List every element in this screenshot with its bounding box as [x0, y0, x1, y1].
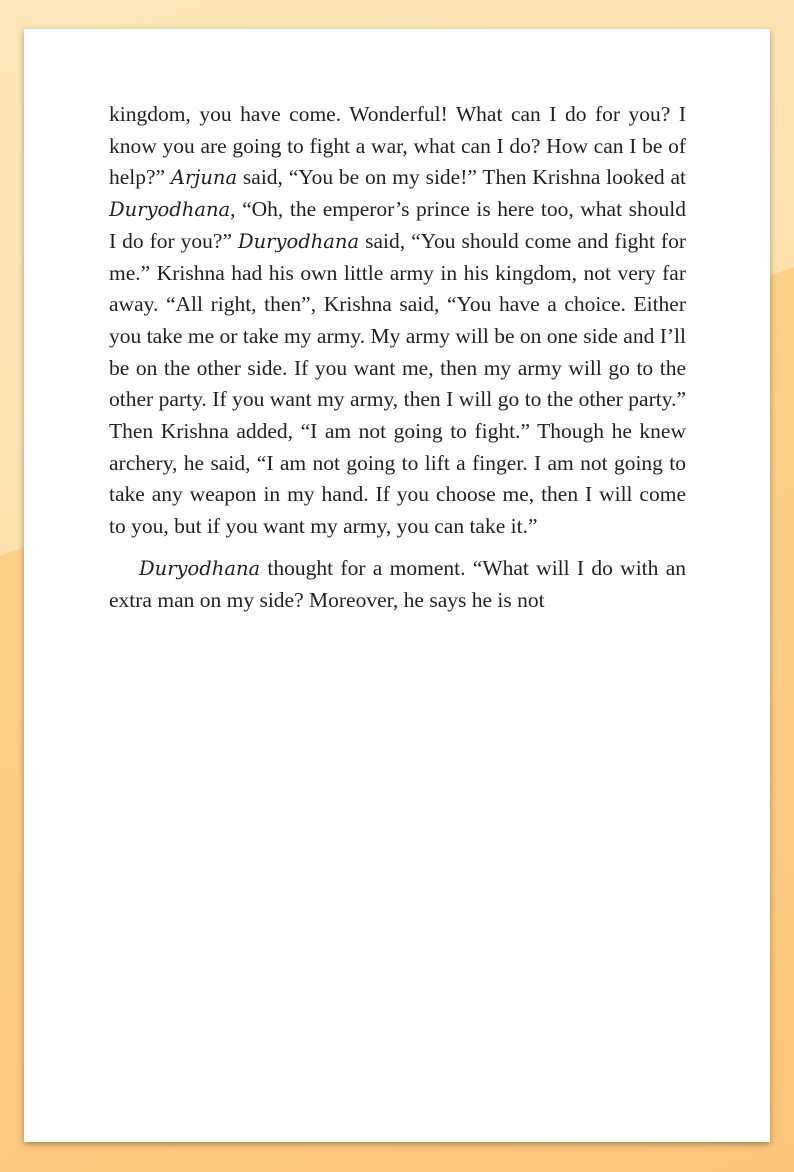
book-page [24, 29, 770, 1142]
name-duryodhana: Duryodhana [139, 556, 261, 580]
name-duryodhana: Duryodhana [237, 229, 360, 253]
text-segment: said, “You should come and fight for me.” Krishna had his own little army in his kingdom, not very far away. “All right, then”, Krishna said, “You have a choice. Either you take me or take my army. My army will be on one side and I’ll be on the other side. If you want me, then my army will go to the other party. If you want my army, then I will go to the other party.” Then Krishna added, “I am not going to fight.” Though he knew archery, he said, “I am not going to lift a finger. I am not going to take any weapon in my hand. If you choose me, then I will come to you, but if you want my army, you can take it.” [109, 228, 686, 539]
name-duryodhana: Duryodhana [109, 198, 231, 222]
text-segment: kingdom, you have come. Wonderful! What can I do for you? I know you are going to fight a war, what can I do? How can I be of help?” [109, 102, 686, 190]
paragraph-1 [109, 99, 686, 543]
text-segment: said, “You be on my side!” Then Krishna looked at [237, 165, 686, 190]
name-arjuna: Arjuna [170, 166, 238, 190]
page-text [109, 99, 686, 616]
paragraph-2 [109, 553, 686, 616]
text-segment: thought for a moment. “What will I do with an extra man on my side? Moreover, he says he is not [109, 555, 686, 612]
text-segment: , “Oh, the emperor’s prince is here too, what should I do for you?” [109, 197, 686, 253]
